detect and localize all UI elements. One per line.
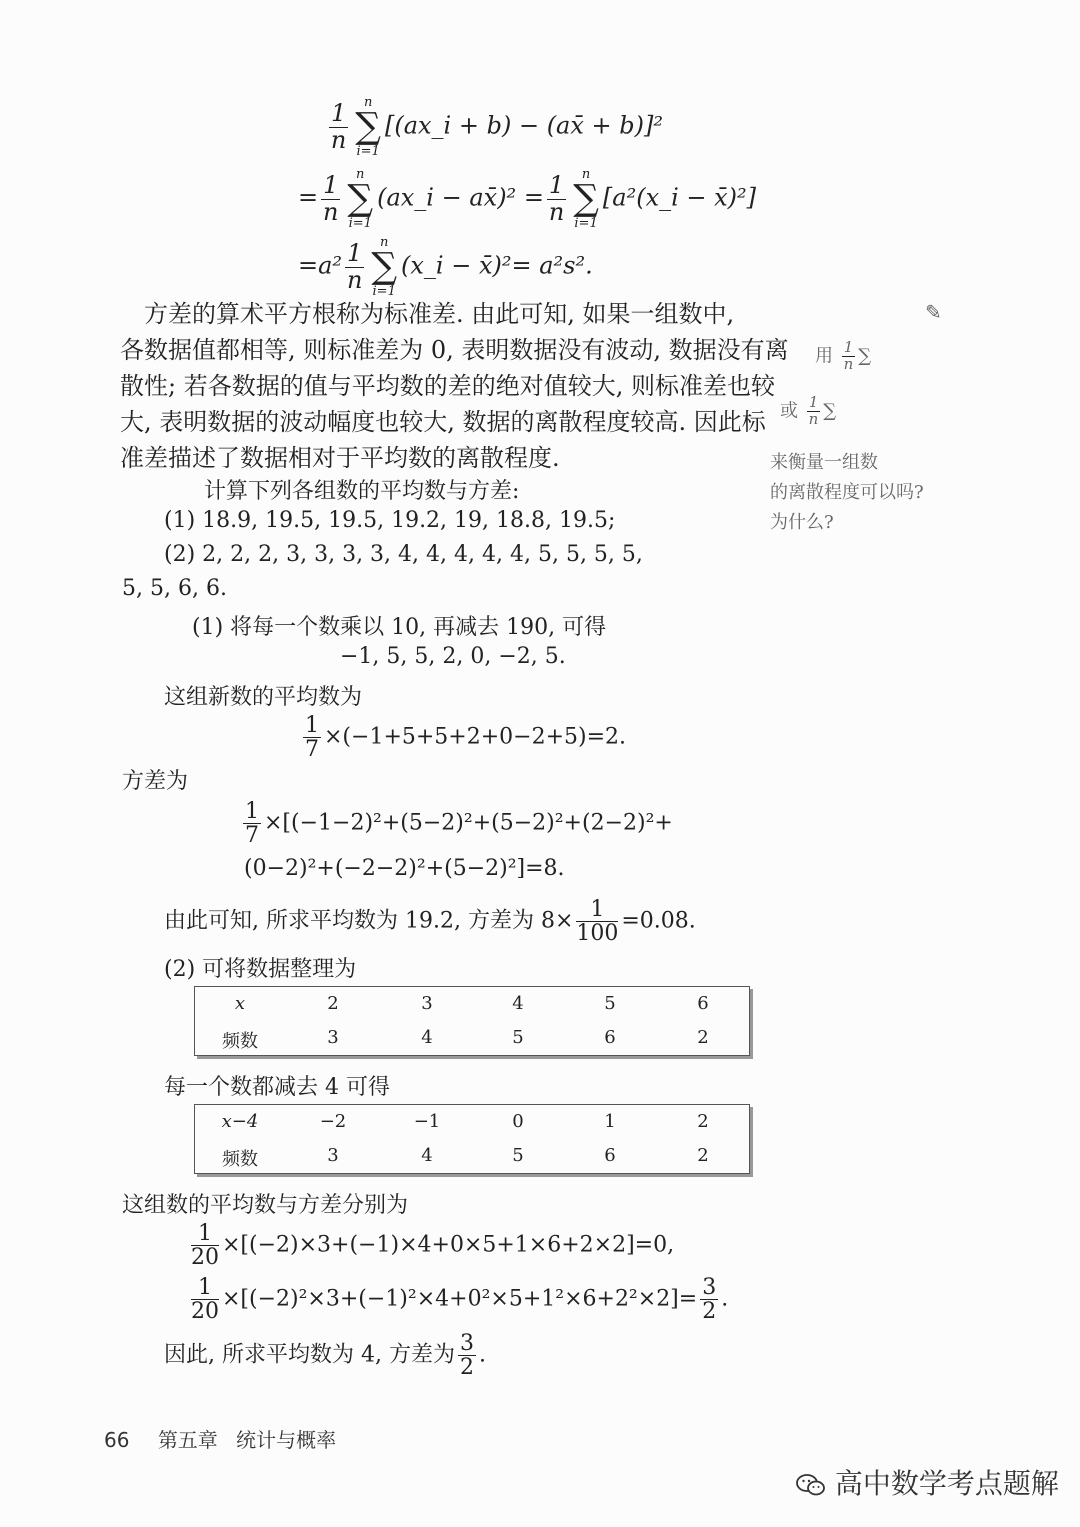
- page-number: 66: [104, 1428, 130, 1452]
- table-cell: 4: [512, 993, 524, 1014]
- variance-formula-line-2: (0−2)²+(−2−2)²+(5−2)²]=8.: [244, 856, 565, 881]
- mean-formula: $\frac{1}{7}$ ×(−1+5+5+2+0−2+5)=2.: [305, 713, 627, 763]
- table-cell: 6: [697, 993, 709, 1014]
- example-problem-2b: 5, 5, 6, 6.: [122, 576, 227, 601]
- table-cell: −2: [319, 1111, 347, 1132]
- table-header: 频数: [222, 1031, 258, 1052]
- variance-formula-2: $\frac{1}{20}$ ×[(−2)²×3+(−1)²×4+0²×5+1²×6+2²×2]= $\frac{3}{2}$ .: [191, 1275, 729, 1325]
- mean-variance-intro: 这组数的平均数与方差分别为: [122, 1193, 409, 1218]
- table-cell: 5: [512, 1145, 524, 1166]
- table-row: [195, 1139, 749, 1173]
- table-cell: 2: [697, 1111, 709, 1132]
- table-row: [195, 1021, 749, 1055]
- frequency-table-2: [194, 1104, 750, 1174]
- frequency-table-1: [194, 986, 750, 1056]
- watermark: 高中数学考点题解: [796, 1462, 1059, 1502]
- table-header: x−4: [221, 1111, 259, 1132]
- chapter-label: 第五章: [157, 1428, 218, 1452]
- table-header: x: [234, 993, 246, 1014]
- table-cell: 5: [604, 993, 616, 1014]
- table-cell: 2: [697, 1145, 709, 1166]
- conclusion-part-1: 由此可知, 所求平均数为 19.2, 方差为 8× $\frac{1}{100}$ =0.08.: [164, 897, 696, 947]
- table-cell: 4: [421, 1027, 433, 1048]
- example-intro: 计算下列各组数的平均数与方差:: [204, 479, 520, 504]
- table-cell: 3: [327, 1145, 339, 1166]
- variance-intro: 方差为: [122, 769, 189, 794]
- solution-step-2: (2) 可将数据整理为: [164, 957, 357, 982]
- table-cell: 6: [604, 1145, 616, 1166]
- final-conclusion: 因此, 所求平均数为 4, 方差为 $\frac{3}{2}$ .: [164, 1331, 486, 1381]
- table-cell: 4: [421, 1145, 433, 1166]
- derivation-line-2: = $\frac{1}{n}$ n ∑ i=1 (ax_i − ax̄)² = $\frac{1}{n}$ n ∑ i=1 [a²(x_i − x̄)²]: [298, 167, 757, 231]
- page-footer: [104, 1424, 336, 1453]
- table-cell: 2: [697, 1027, 709, 1048]
- pencil-icon: ✎: [925, 300, 942, 324]
- table-cell: 3: [327, 1027, 339, 1048]
- table-cell: 2: [327, 993, 339, 1014]
- chapter-title: 统计与概率: [236, 1428, 337, 1452]
- table-cell: 5: [512, 1027, 524, 1048]
- table-cell: −1: [413, 1111, 441, 1132]
- std-dev-paragraph: 方差的算术平方根称为标准差. 由此可知, 如果一组数中, 各数据值都相等, 则标准差为 0, 表明数据没有波动, 数据没有离 散性; 若各数据的值与平均数的差的绝对值较大, 则标准差也较 大, 表明数据的波动幅度也较大, 数据的离散程度较高. 因此标 准差描述了数据相对于平均数的离散程度.: [120, 300, 789, 472]
- transformed-list: −1, 5, 5, 2, 0, −2, 5.: [340, 644, 566, 669]
- derivation-line-1: $\frac{1}{n}$ n ∑ i=1 [(ax_i + b) − (ax̄ + b)]²: [330, 95, 663, 159]
- table-row: [195, 1105, 749, 1139]
- wechat-icon: [796, 1473, 826, 1497]
- table-header: 频数: [222, 1149, 258, 1170]
- variance-formula-line-1: $\frac{1}{7}$ ×[(−1−2)²+(5−2)²+(5−2)²+(2−2)²+: [245, 799, 673, 849]
- mean-intro: 这组新数的平均数为: [164, 685, 363, 710]
- derivation-line-3: =a² $\frac{1}{n}$ n ∑ i=1 (x_i − x̄)²= a²s².: [298, 235, 593, 299]
- mean-formula-2: $\frac{1}{20}$ ×[(−2)×3+(−1)×4+0×5+1×6+2×2]=0,: [191, 1221, 675, 1271]
- table-cell: 3: [421, 993, 433, 1014]
- table-cell: 0: [512, 1111, 524, 1132]
- example-problem-1: (1) 18.9, 19.5, 19.5, 19.2, 19, 18.8, 19.5;: [164, 508, 616, 533]
- table-row: [195, 987, 749, 1021]
- table-cell: 6: [604, 1027, 616, 1048]
- subtract-intro: 每一个数都减去 4 可得: [164, 1075, 390, 1100]
- solution-step-1: (1) 将每一个数乘以 10, 再减去 190, 可得: [192, 615, 607, 640]
- example-problem-2a: (2) 2, 2, 2, 3, 3, 3, 3, 4, 4, 4, 4, 4, 5, 5, 5, 5,: [164, 542, 643, 567]
- table-cell: 1: [604, 1111, 616, 1132]
